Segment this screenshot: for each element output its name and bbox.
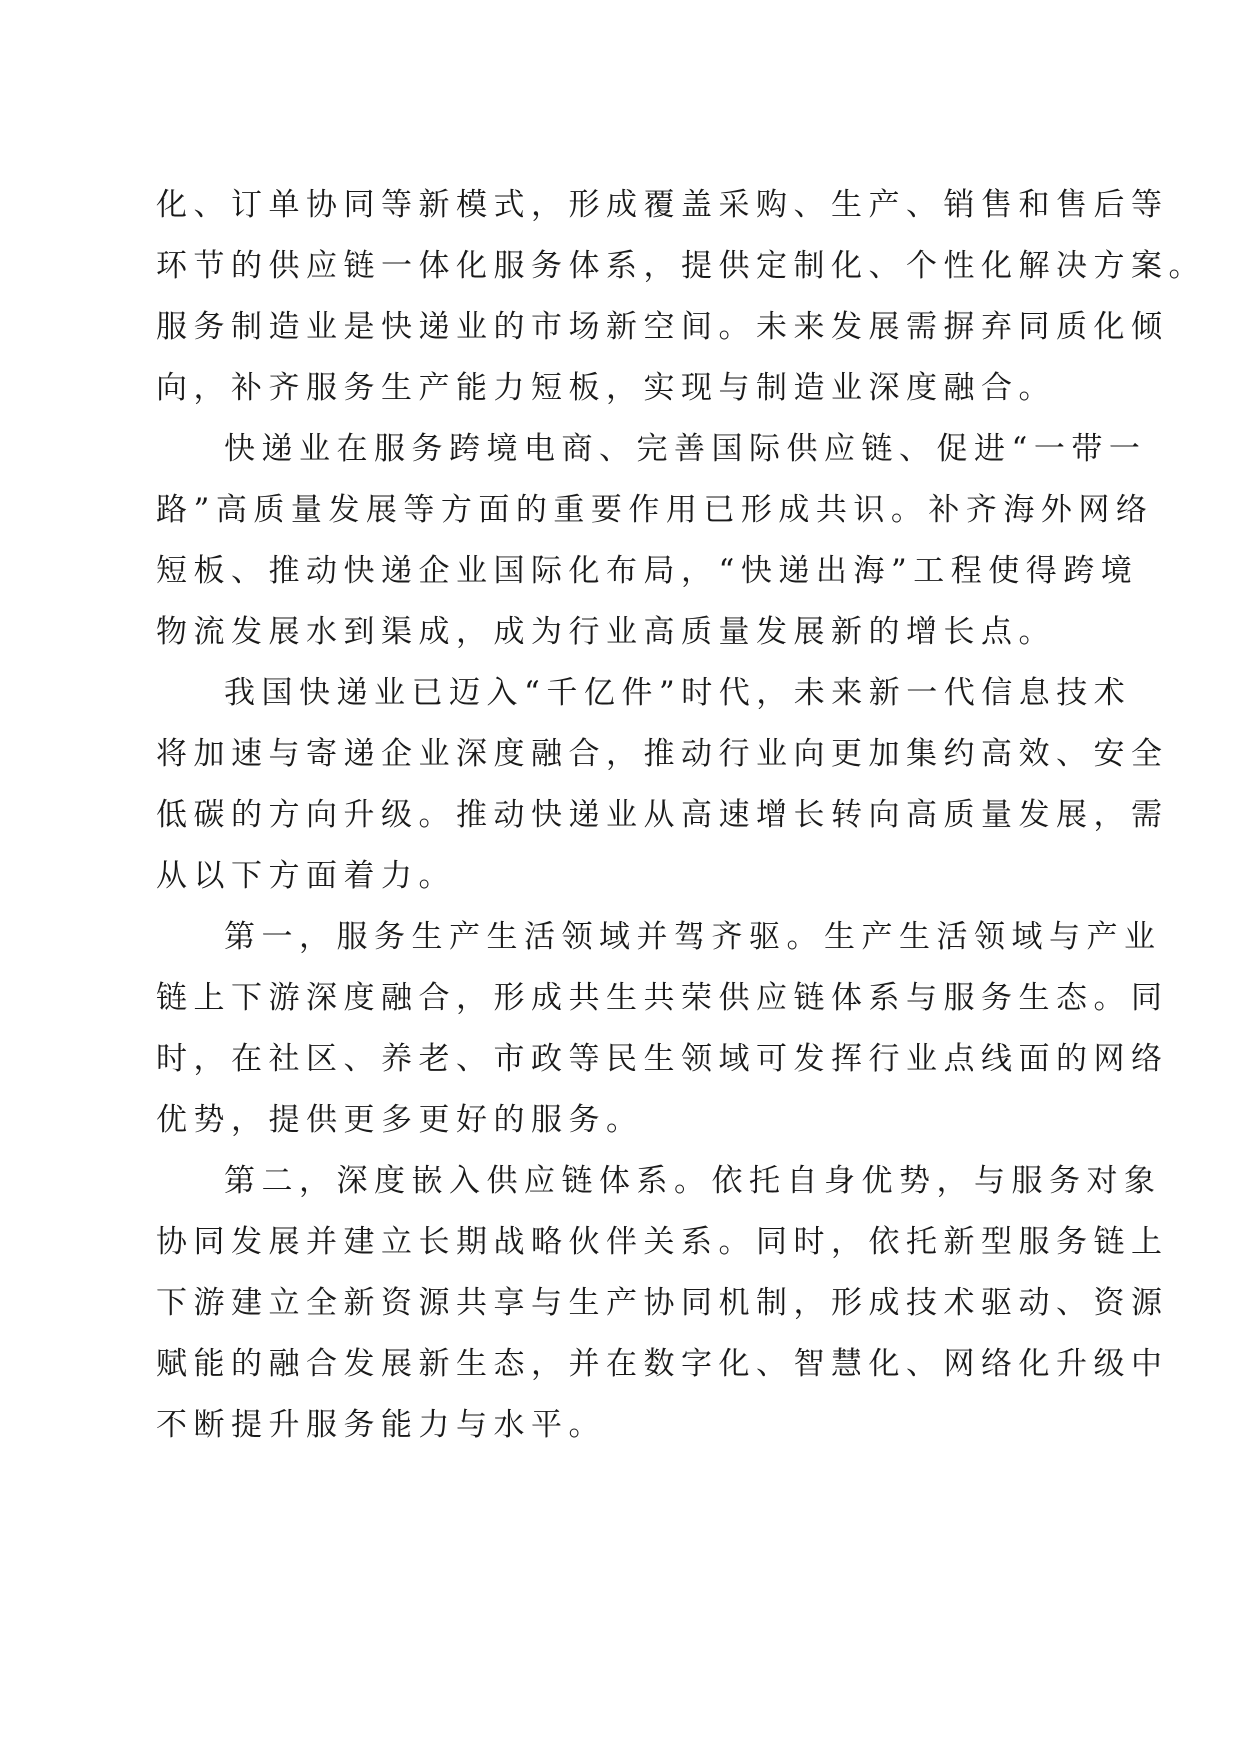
paragraph-line: 低碳的方向升级。推动快递业从高速增长转向高质量发展，需 [156,797,1169,833]
paragraph-line: 链上下游深度融合，形成共生共荣供应链体系与服务生态。同 [156,980,1169,1016]
paragraph-line: 路”高质量发展等方面的重要作用已形成共识。补齐海外网络 [156,492,1154,528]
paragraph-line: 赋能的融合发展新生态，并在数字化、智慧化、网络化升级中 [156,1346,1169,1382]
paragraph-first-line: 第二，深度嵌入供应链体系。依托自身优势，与服务对象 [224,1163,1162,1199]
paragraph-line: 下游建立全新资源共享与生产协同机制，形成技术驱动、资源 [156,1285,1169,1321]
paragraph-line: 环节的供应链一体化服务体系，提供定制化、个性化解决方案。 [156,248,1206,284]
paragraph-line: 优势，提供更多更好的服务。 [156,1102,644,1138]
paragraph-line: 不断提升服务能力与水平。 [156,1407,606,1443]
paragraph-line: 短板、推动快递企业国际化布局，“快递出海”工程使得跨境 [156,553,1139,589]
paragraph-first-line: 我国快递业已迈入“千亿件”时代，未来新一代信息技术 [224,675,1132,711]
paragraph-line: 化、订单协同等新模式，形成覆盖采购、生产、销售和售后等 [156,187,1169,223]
paragraph-first-line: 第一，服务生产生活领域并驾齐驱。生产生活领域与产业 [224,919,1162,955]
paragraph-line: 物流发展水到渠成，成为行业高质量发展新的增长点。 [156,614,1056,650]
paragraph-line: 协同发展并建立长期战略伙伴关系。同时，依托新型服务链上 [156,1224,1169,1260]
paragraph-line: 服务制造业是快递业的市场新空间。未来发展需摒弃同质化倾 [156,309,1169,345]
paragraph-line: 时，在社区、养老、市政等民生领域可发挥行业点线面的网络 [156,1041,1169,1077]
paragraph-line: 将加速与寄递企业深度融合，推动行业向更加集约高效、安全 [156,736,1169,772]
paragraph-line: 从以下方面着力。 [156,858,456,894]
paragraph-line: 向，补齐服务生产能力短板，实现与制造业深度融合。 [156,370,1056,406]
paragraph-first-line: 快递业在服务跨境电商、完善国际供应链、促进“一带一 [224,431,1147,467]
